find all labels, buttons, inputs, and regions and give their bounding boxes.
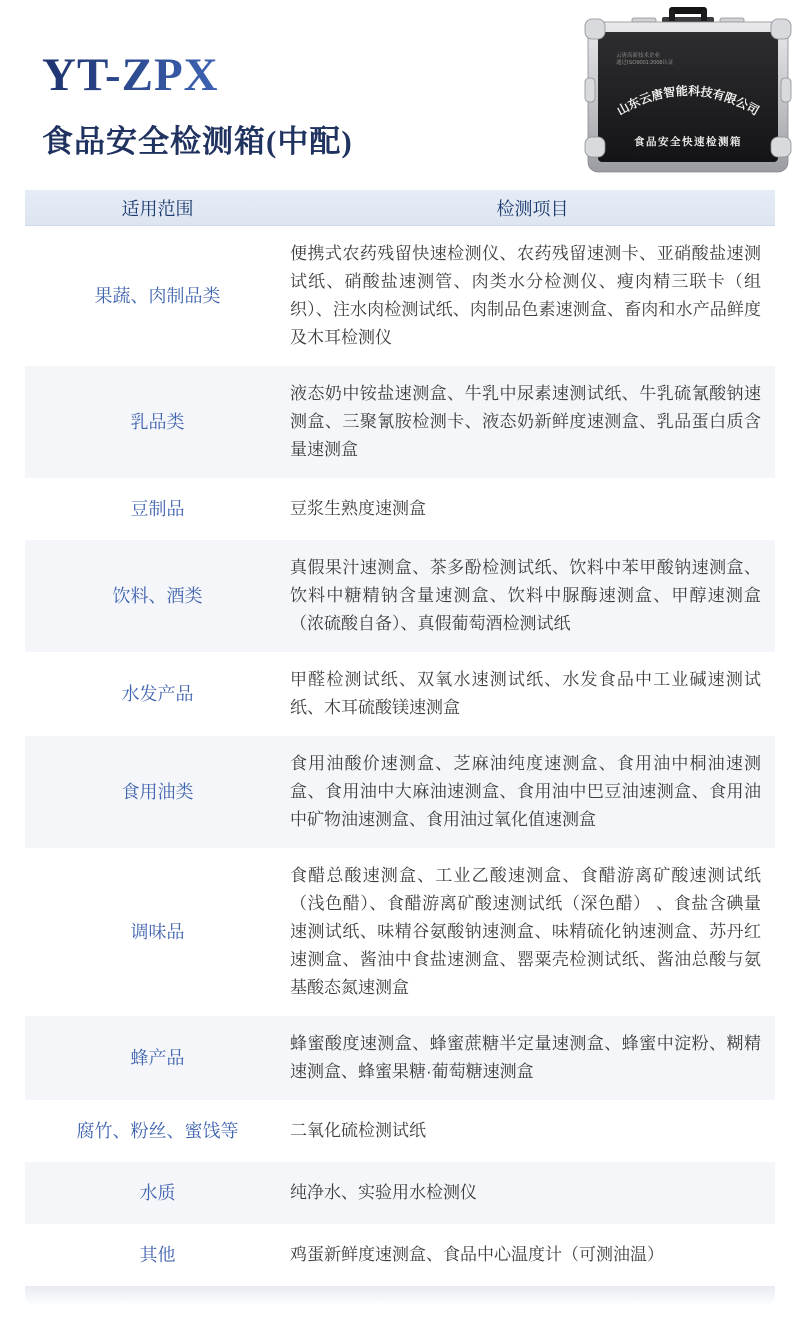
items-cell [290, 1162, 775, 1224]
case-front-label: 食品安全快速检测箱 [634, 136, 742, 148]
scope-cell [25, 652, 290, 736]
scope-label: 腐竹、粉丝、蜜饯等 [76, 1121, 239, 1141]
scope-label: 水质 [139, 1183, 176, 1203]
scope-label: 果蔬、肉制品类 [94, 286, 221, 306]
scope-cell [25, 848, 290, 1016]
table-row [25, 736, 775, 848]
product-title: 食品安全检测箱(中配) [42, 124, 353, 159]
product-case-photo [582, 4, 794, 176]
scope-label: 食用油类 [121, 782, 194, 802]
model-title: YT-ZPX [42, 49, 219, 101]
items-text: 豆浆生熟度速测盒 [290, 499, 426, 518]
scope-label: 乳品类 [130, 412, 185, 432]
items-text: 真假果汁速测盒、茶多酚检测试纸、饮料中苯甲酸钠速测盒、饮料中糖精钠含量速测盒、饮料中脲酶速测盒、甲醇速测盒（浓硫酸自备）、真假葡萄酒检测试纸 [290, 558, 761, 633]
table-row [25, 1162, 775, 1224]
items-text: 食用油酸价速测盒、芝麻油纯度速测盒、食用油中桐油速测盒、食用油中大麻油速测盒、食用油中巴豆油速测盒、食用油中矿物油速测盒、食用油过氧化值速测盒 [290, 754, 761, 829]
items-text: 蜂蜜酸度速测盒、蜂蜜蔗糖半定量速测盒、蜂蜜中淀粉、糊精速测盒、蜂蜜果糖·葡萄糖速测盒 [290, 1034, 761, 1081]
case-handle-icon [662, 7, 714, 23]
items-text: 甲醛检测试纸、双氧水速测试纸、水发食品中工业碱速测试纸、木耳硫酸镁速测盒 [290, 670, 761, 717]
items-cell [290, 848, 775, 1016]
scope-label: 豆制品 [130, 499, 185, 519]
scope-label: 饮料、酒类 [112, 586, 203, 606]
items-text: 二氧化硫检测试纸 [290, 1121, 426, 1140]
scope-label: 水发产品 [121, 684, 194, 704]
case-badge-line1: 云唐高新技术企业 [616, 53, 661, 59]
case-badge-line2: 通过ISO9001:2008认证 [616, 60, 674, 66]
table-row [25, 226, 775, 366]
items-cell [290, 1016, 775, 1100]
spec-table [25, 190, 775, 1306]
case-illustration [582, 4, 794, 176]
scope-cell [25, 736, 290, 848]
scope-cell [25, 366, 290, 478]
table-header-row [25, 190, 775, 226]
items-cell [290, 1224, 775, 1286]
scope-cell [25, 1016, 290, 1100]
items-cell [290, 478, 775, 540]
items-text: 液态奶中铵盐速测盒、牛乳中尿素速测试纸、牛乳硫氰酸钠速测盒、三聚氰胺检测卡、液态奶新鲜度速测盒、乳品蛋白质含量速测盒 [290, 384, 761, 459]
items-cell [290, 652, 775, 736]
card-bottom-shadow [25, 1286, 775, 1306]
case-company-arc-text: 山东云唐智能科技有限公司 [614, 83, 762, 119]
scope-label: 蜂产品 [130, 1048, 185, 1068]
table-row [25, 1100, 775, 1162]
table-row [25, 1016, 775, 1100]
column-header-scope: 适用范围 [121, 198, 194, 219]
table-row [25, 478, 775, 540]
scope-cell [25, 1224, 290, 1286]
table-row [25, 540, 775, 652]
column-header-items: 检测项目 [496, 198, 569, 219]
items-text: 鸡蛋新鲜度速测盒、食品中心温度计（可测油温） [290, 1245, 664, 1264]
scope-cell [25, 1100, 290, 1162]
items-text: 食醋总酸速测盒、工业乙酸速测盒、食醋游离矿酸速测试纸（浅色醋）、食醋游离矿酸速测试纸（深色醋） 、食盐含碘量速测试纸、味精谷氨酸钠速测盒、味精硫化钠速测盒、苏丹红速测盒、酱油中食盐速测盒、罂粟壳检测试纸、酱油总酸与氨基酸态氮速测盒 [290, 866, 761, 997]
scope-cell [25, 226, 290, 366]
table-body [25, 226, 775, 1286]
items-text: 便携式农药残留快速检测仪、农药残留速测卡、亚硝酸盐速测试纸、硝酸盐速测管、肉类水分检测仪、瘦肉精三联卡（组织）、注水肉检测试纸、肉制品色素速测盒、畜肉和水产品鲜度及木耳检测仪 [290, 244, 761, 347]
table-row [25, 652, 775, 736]
scope-label: 调味品 [130, 922, 185, 942]
items-cell [290, 1100, 775, 1162]
items-cell [290, 540, 775, 652]
items-cell [290, 366, 775, 478]
table-row [25, 848, 775, 1016]
items-text: 纯净水、实验用水检测仪 [290, 1183, 477, 1202]
table-row [25, 366, 775, 478]
items-cell [290, 736, 775, 848]
page-header [0, 0, 800, 190]
scope-cell [25, 540, 290, 652]
scope-cell [25, 1162, 290, 1224]
items-cell [290, 226, 775, 366]
scope-label: 其他 [139, 1245, 176, 1265]
table-row [25, 1224, 775, 1286]
scope-cell [25, 478, 290, 540]
